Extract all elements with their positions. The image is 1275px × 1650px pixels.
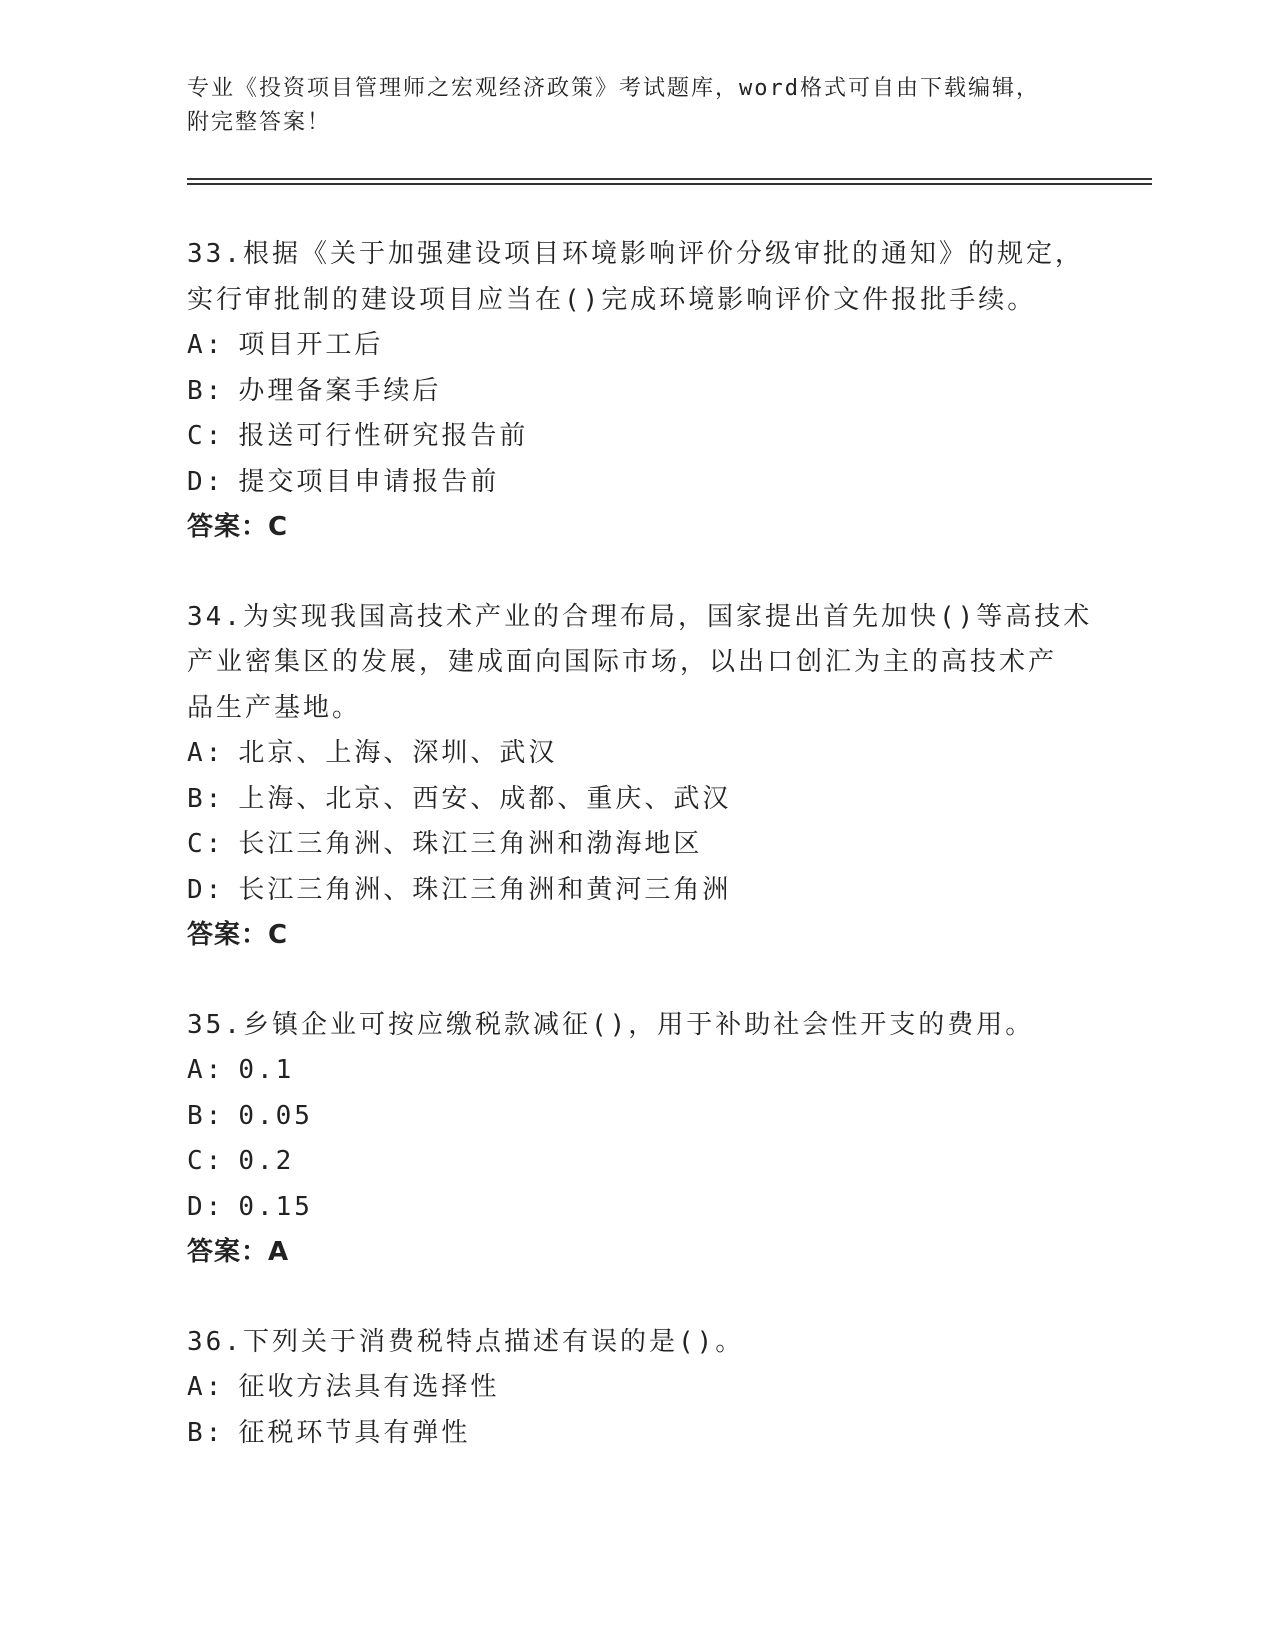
option-a (187, 1048, 1147, 1094)
option-key: A: (187, 330, 225, 360)
option-key: B: (187, 1100, 225, 1131)
answer-line: 答案：C (187, 920, 289, 950)
option-c (187, 414, 1147, 460)
document-header (187, 72, 1067, 140)
question-text: 实行审批制的建设项目应当在()完成环境影响评价文件报批手续。 (187, 284, 1037, 315)
option-text: 征税环节具有弹性 (238, 1417, 471, 1448)
option-text: 上海、北京、西安、成都、重庆、武汉 (238, 783, 732, 814)
option-b (187, 1094, 1147, 1140)
question-35 (187, 1003, 1147, 1276)
answer-line: 答案：C (187, 512, 289, 542)
answer-line: 答案：A (187, 1237, 290, 1267)
question-text: 35.乡镇企业可按应缴税款减征()，用于补助社会性开支的费用。 (187, 1009, 1035, 1040)
option-key: A: (187, 1055, 225, 1085)
header-divider (187, 178, 1152, 180)
question-text: 34.为实现我国高技术产业的合理布局，国家提出首先加快()等高技术 (187, 601, 1093, 632)
option-c (187, 822, 1147, 868)
option-text: 办理备案手续后 (238, 375, 442, 406)
question-33 (187, 232, 1147, 551)
header-line: 附完整答案！ (187, 110, 332, 135)
option-a (187, 323, 1147, 369)
question-text: 33.根据《关于加强建设项目环境影响评价分级审批的通知》的规定， (187, 239, 1084, 269)
question-text: 产业密集区的发展，建成面向国际市场，以出口创汇为主的高技术产 (187, 647, 1058, 677)
header-line: 专业《投资项目管理师之宏观经济政策》考试题库，word格式可自由下载编辑， (187, 76, 1040, 101)
option-c (187, 1139, 1147, 1185)
option-key: A: (187, 738, 225, 768)
question-34 (187, 595, 1147, 959)
option-key: B: (187, 783, 225, 814)
option-text: 项目开工后 (238, 330, 384, 360)
question-list (187, 232, 1147, 1500)
option-key: B: (187, 1417, 225, 1448)
option-key: D: (187, 874, 225, 905)
option-text: 0.15 (238, 1191, 313, 1222)
option-a (187, 731, 1147, 777)
option-text: 长江三角洲、珠江三角洲和渤海地区 (238, 829, 703, 859)
option-b (187, 1411, 1147, 1457)
option-key: C: (187, 1146, 225, 1176)
option-text: 长江三角洲、珠江三角洲和黄河三角洲 (238, 874, 732, 905)
option-d (187, 1185, 1147, 1231)
question-text: 品生产基地。 (187, 692, 362, 723)
question-36 (187, 1320, 1147, 1457)
question-text: 36.下列关于消费税特点描述有误的是()。 (187, 1326, 745, 1357)
option-text: 提交项目申请报告前 (238, 466, 500, 497)
option-b (187, 777, 1147, 823)
option-text: 0.05 (238, 1100, 313, 1131)
option-key: D: (187, 466, 225, 497)
header-divider (187, 183, 1152, 185)
option-key: D: (187, 1191, 225, 1222)
option-text: 征收方法具有选择性 (238, 1372, 500, 1402)
option-key: A: (187, 1372, 225, 1402)
option-key: C: (187, 421, 225, 451)
option-text: 0.2 (238, 1146, 295, 1176)
option-text: 北京、上海、深圳、武汉 (238, 738, 558, 768)
option-b (187, 369, 1147, 415)
option-a (187, 1365, 1147, 1411)
option-text: 0.1 (238, 1055, 295, 1085)
option-d (187, 868, 1147, 914)
option-text: 报送可行性研究报告前 (238, 421, 529, 451)
option-d (187, 460, 1147, 506)
option-key: C: (187, 829, 225, 859)
option-key: B: (187, 375, 225, 406)
